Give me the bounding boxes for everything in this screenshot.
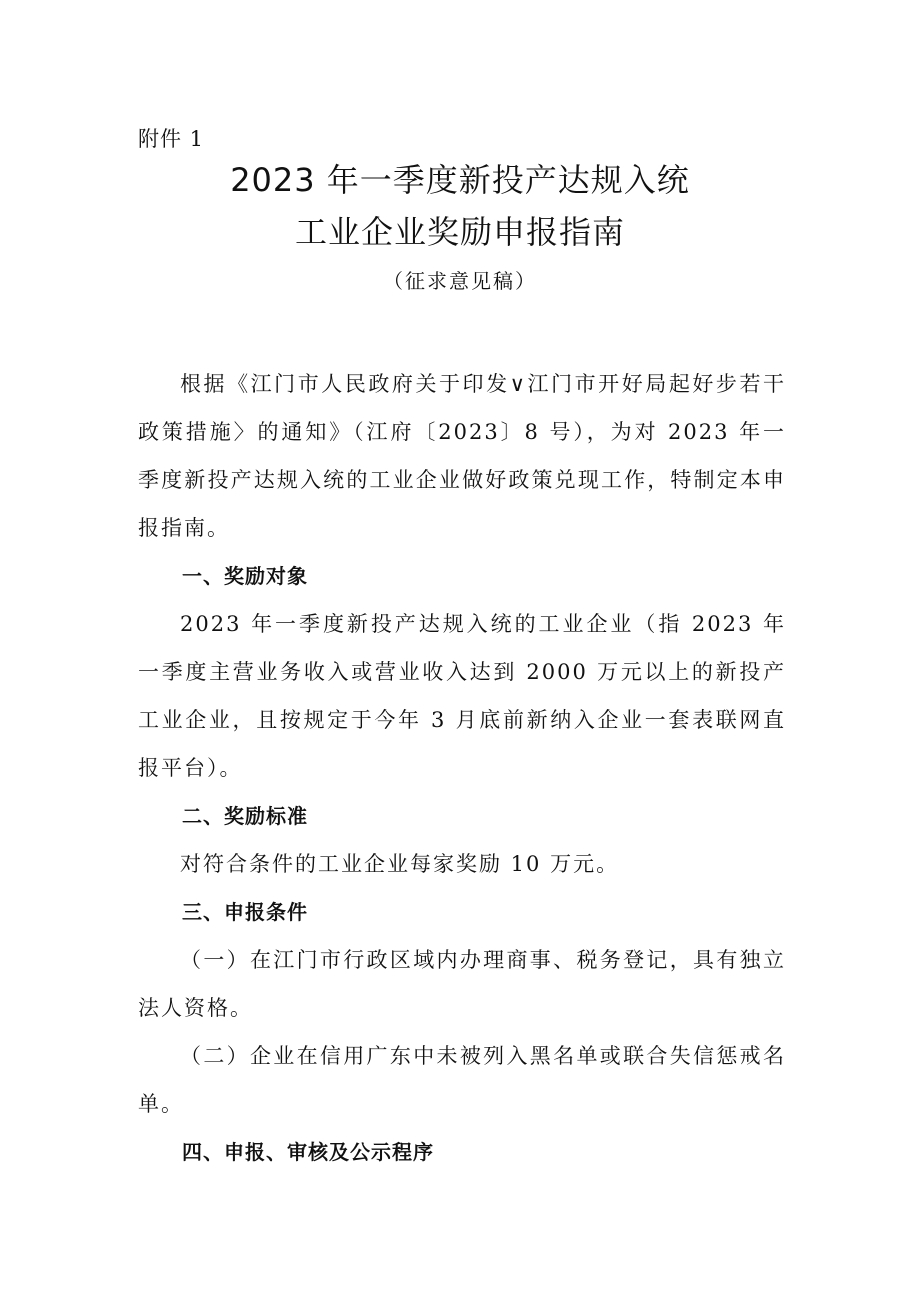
reward-standard-paragraph: 对符合条件的工业企业每家奖励 10 万元。 — [180, 852, 620, 876]
condition-item-1: （一）在江门市行政区域内办理商事、税务登记，具有独立法人资格。 — [138, 948, 786, 1020]
document-title-line-1: 2023 年一季度新投产达规入统 — [230, 161, 690, 199]
intro-paragraph: 根据《江门市人民政府关于印发∨江门市开好局起好步若干政策措施〉的通知》（江府〔2023〕8 号），为对 2023 年一季度新投产达规入统的工业企业做好政策兑现工作，特制定本申报指南。 — [138, 372, 786, 540]
condition-item-2: （二）企业在信用广东中未被列入黑名单或联合失信惩戒名单。 — [138, 1044, 786, 1116]
reward-target-paragraph: 2023 年一季度新投产达规入统的工业企业（指 2023 年一季度主营业务收入或营业收入达到 2000 万元以上的新投产工业企业，且按规定于今年 3 月底前新纳入企业一套表联网直报平台）。 — [138, 612, 786, 780]
document-title-line-2: 工业企业奖励申报指南 — [294, 213, 625, 251]
section-heading-conditions: 三、申报条件 — [182, 900, 308, 924]
section-heading-reward-standard: 二、奖励标准 — [182, 804, 308, 828]
section-heading-reward-target: 一、奖励对象 — [182, 564, 308, 588]
document-body — [138, 360, 786, 1176]
document-subtitle: （征求意见稿） — [383, 269, 537, 293]
attachment-label: 附件 1 — [138, 127, 205, 151]
section-heading-procedure: 四、申报、审核及公示程序 — [182, 1140, 434, 1164]
